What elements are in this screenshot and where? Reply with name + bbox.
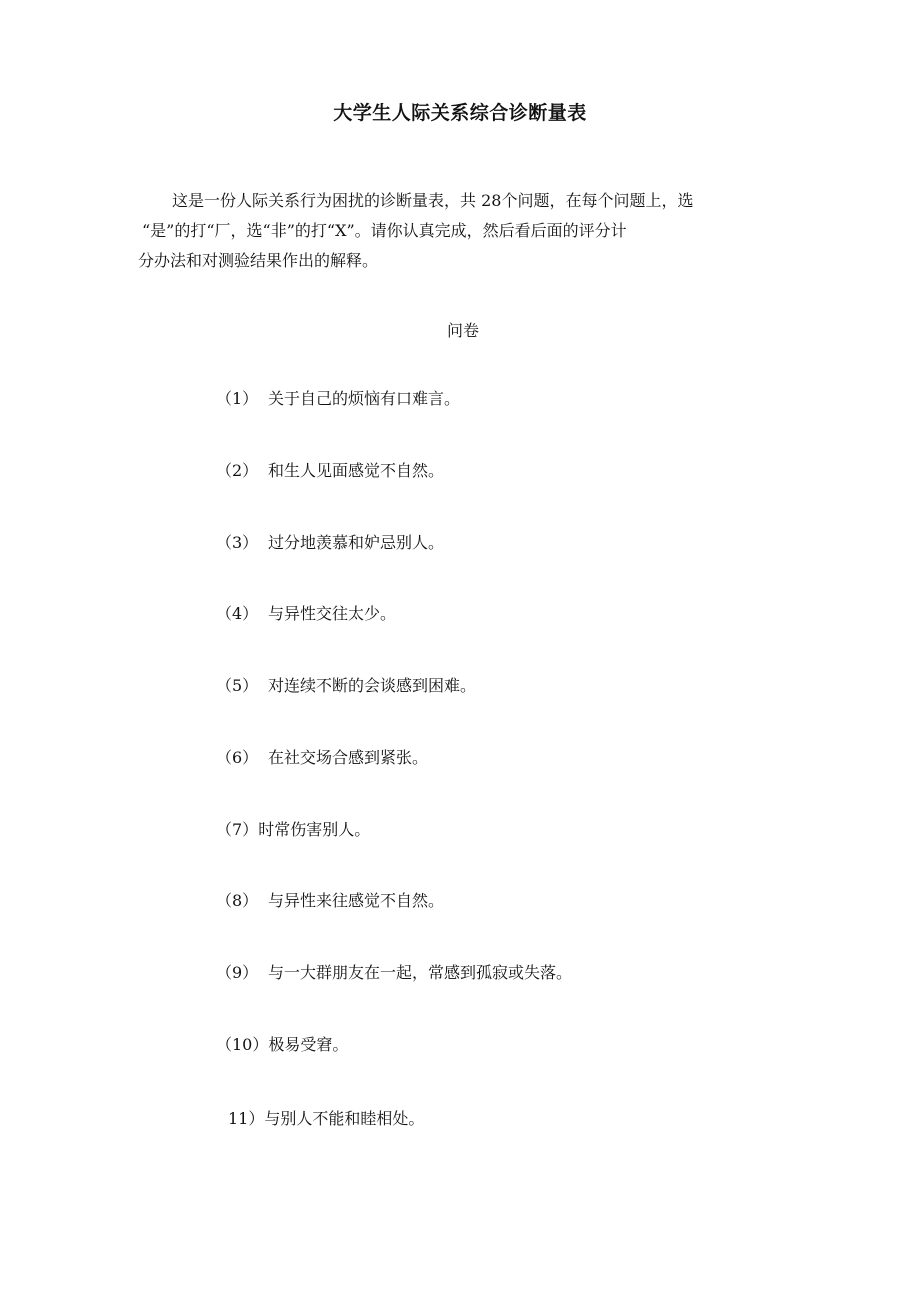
question-text: 与异性来往感觉不自然。 [268,891,445,910]
question-number: （10） [216,1035,269,1054]
question-number: （6） [216,748,259,767]
question-item [216,673,476,696]
question-number: （5） [216,676,259,695]
question-item [228,1106,424,1129]
section-title: 问卷 [446,321,479,340]
question-item [216,888,444,911]
question-text: 在社交场合感到紧张。 [268,748,429,767]
question-item [216,386,460,409]
question-item [216,530,444,553]
intro-paragraph [138,186,778,276]
question-number: （4） [216,604,259,623]
question-item [216,745,428,768]
question-text: 和生人见面感觉不自然。 [268,461,445,480]
question-text: 极易受窘。 [268,1035,349,1054]
question-item [216,817,370,840]
question-text: 关于自己的烦恼有口难言。 [268,389,461,408]
question-item [216,960,572,983]
question-number: （3） [216,533,259,552]
question-text: 与异性交往太少。 [268,604,397,623]
question-number: （2） [216,461,259,480]
question-text: 与一大群朋友在一起，常感到孤寂或失落。 [268,963,573,982]
question-item [216,601,396,624]
intro-line: 这是一份人际关系行为困扰的诊断量表，共 28个问题，在每个问题上，选 [172,191,694,210]
intro-line: 分办法和对测验结果作出的解释。 [138,251,379,270]
question-number: 11） [228,1109,265,1128]
question-item [216,1032,348,1055]
question-number: （1） [216,389,259,408]
question-text: 与别人不能和睦相处。 [264,1109,425,1128]
question-text: 时常伤害别人。 [258,820,371,839]
question-item [216,458,444,481]
intro-line: “是”的打“厂，选“非”的打“X”。请你认真完成，然后看后面的评分计 [142,221,627,240]
question-number: （9） [216,963,259,982]
question-number: （7） [216,820,259,839]
question-text: 过分地羡慕和妒忌别人。 [268,533,445,552]
question-text: 对连续不断的会谈感到困难。 [268,676,477,695]
document-title: 大学生人际关系综合诊断量表 [333,102,587,124]
question-number: （8） [216,891,259,910]
